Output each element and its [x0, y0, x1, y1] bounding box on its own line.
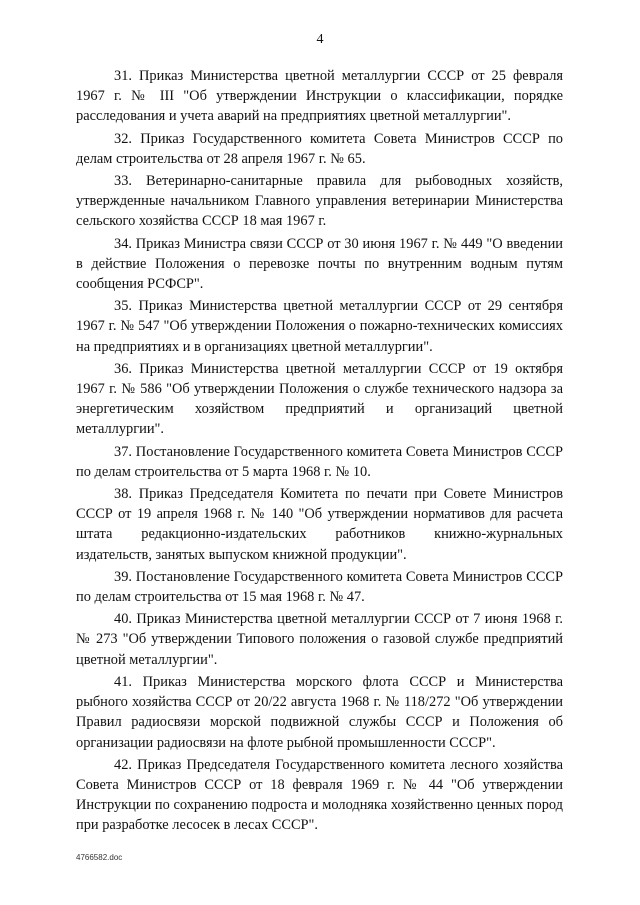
- list-item-34: 34. Приказ Министра связи СССР от 30 июня 1967 г. № 449 "О введении в действие Положения о перевозке почты по внутренним водным путям сообщения РСФСР".: [76, 235, 563, 293]
- list-item-33: 33. Ветеринарно-санитарные правила для рыбоводных хозяйств, утвержденные начальником Главного управления ветеринарии Министерства сельского хозяйства СССР 18 мая 1967 г.: [76, 173, 563, 230]
- list-item-38: 38. Приказ Председателя Комитета по печати при Совете Министров СССР от 19 апреля 1968 г. № 140 "Об утверждении нормативов для расчета штата редакционно-издательских работников книжно-журнальных издательств, занятых выпуском книжной продукции".: [76, 486, 563, 563]
- list-item-37: 37. Постановление Государственного комитета Совета Министров СССР по делам строительства от 5 марта 1968 г. № 10.: [76, 443, 563, 480]
- list-item-32: 32. Приказ Государственного комитета Совета Министров СССР по делам строительства от 28 апреля 1967 г. № 65.: [76, 130, 563, 167]
- list-item-31: 31. Приказ Министерства цветной металлургии СССР от 25 февраля 1967 г. № III "Об утверждении Инструкции о классификации, порядке расследования и учета аварий на предприятиях цветной металлургии".: [76, 68, 563, 125]
- list-item-35: 35. Приказ Министерства цветной металлургии СССР от 29 сентября 1967 г. № 547 "Об утверждении Положения о пожарно-технических комиссиях на предприятиях и в организациях цветной металлургии".: [76, 298, 563, 355]
- list-item-40: 40. Приказ Министерства цветной металлургии СССР от 7 июня 1968 г. № 273 "Об утверждении Типового положения о газовой службе предприятий цветной металлургии".: [76, 611, 563, 668]
- footer-filename: 4766582.doc: [76, 853, 123, 862]
- list-item-41: 41. Приказ Министерства морского флота СССР и Министерства рыбного хозяйства СССР от 20/22 августа 1968 г. № 118/272 "Об утверждении Правил радиосвязи морской подвижной службы СССР и Положения об организации радиосвязи на флоте рыбной промышленности СССР".: [76, 673, 563, 751]
- list-item-39: 39. Постановление Государственного комитета Совета Министров СССР по делам строительства от 15 мая 1968 г. № 47.: [76, 568, 563, 606]
- page-number: 4: [316, 32, 324, 47]
- list-item-36: 36. Приказ Министерства цветной металлургии СССР от 19 октября 1967 г. № 586 "Об утверждении Положения о службе технического надзора за энергетическим хозяйством предприятий и организаций цветной металлургии".: [76, 360, 563, 438]
- list-item-42: 42. Приказ Председателя Государственного комитета лесного хозяйства Совета Министров СССР от 18 февраля 1969 г. № 44 "Об утверждении Инструкции по сохранению подроста и молодняка хозяйственно ценных пород при разработке лесосек в лесах СССР".: [76, 756, 563, 834]
- document-body: [76, 66, 563, 838]
